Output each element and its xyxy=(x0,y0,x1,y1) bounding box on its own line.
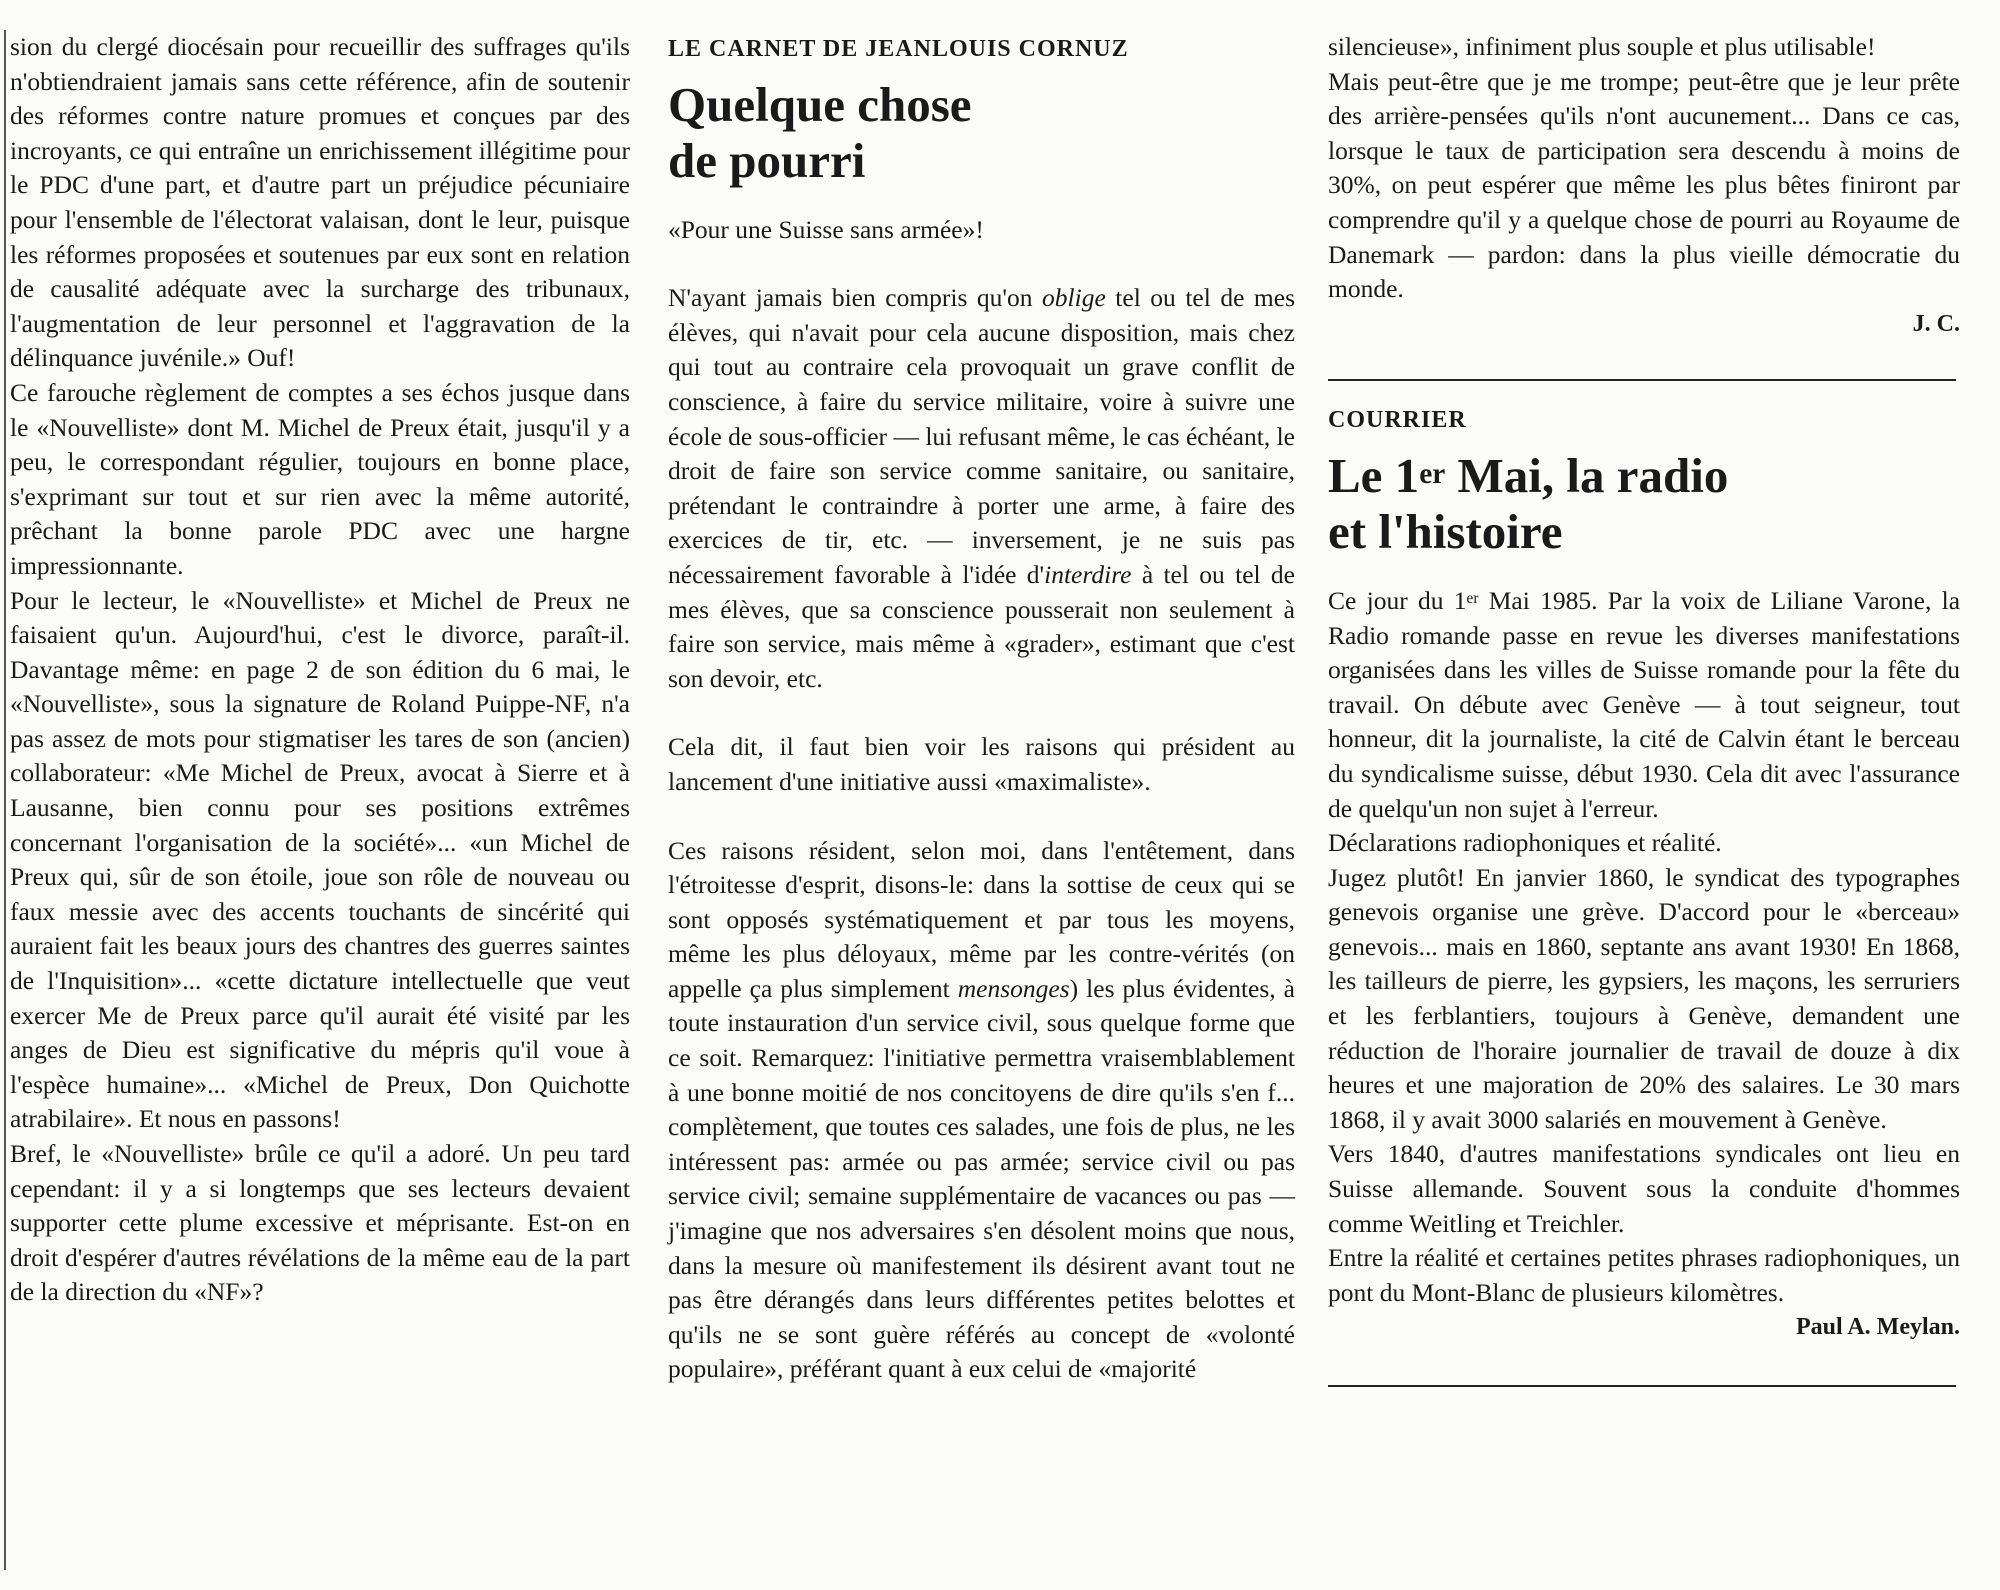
column-middle xyxy=(668,30,1295,1387)
superscript: er xyxy=(1466,589,1479,607)
emphasis: interdire xyxy=(1044,559,1132,589)
headline-line xyxy=(1328,448,1960,504)
article-headline xyxy=(1328,448,1960,560)
headline-line: Quelque chose xyxy=(668,76,972,132)
text-run: Ce jour du 1 xyxy=(1328,585,1467,615)
paragraph xyxy=(668,834,1295,1388)
paragraph: silencieuse», infiniment plus souple et plus utilisable! xyxy=(1328,32,1876,61)
article-headline xyxy=(668,77,1295,189)
rubric-label: LE CARNET DE JEANLOUIS CORNUZ xyxy=(668,36,1129,62)
text-run: à tel ou tel de mes élèves, que sa conscience pousserait non seulement à faire son service, mais même à «grader», estimant que c'est son devoir, etc. xyxy=(668,559,1295,693)
text-run: Ces raisons résident, selon moi, dans l'entêtement, dans l'étroitesse d'esprit, disons-le: dans la sottise de ceux qui se sont opposés systématiquement et par tous les moyens, même les plus déloyaux, même par les contre-vérités (on appelle ça plus simplement xyxy=(668,835,1295,1003)
text-run: Mai, la radio xyxy=(1445,447,1729,503)
emphasis: oblige xyxy=(1042,283,1106,313)
section-divider xyxy=(1328,379,1956,381)
paragraph xyxy=(668,281,1295,696)
article-lead: «Pour une Suisse sans armée»! xyxy=(668,214,984,244)
headline-line: de pourri xyxy=(668,132,866,188)
paragraph: Mais peut-être que je me trompe; peut-être que je leur prête des arrière-pensées qu'ils n'ont aucunement... Dans ce cas, lorsque le taux de participation sera descendu à moins de 30%, on peut espérer que même les plus bêtes finiront par comprendre qu'il y a quelque chose de pourri au Royaume de Danemark — pardon: dans la plus vieille démocratie du monde. xyxy=(1328,66,1960,304)
superscript: er xyxy=(1419,457,1446,490)
paragraph: Déclarations radiophoniques et réalité. xyxy=(1328,828,1722,858)
text-run: Mai 1985. Par la voix de Liliane Varone, la Radio romande passe en revue les diverses manifestations organisées dans les villes de Suisse romande pour la fête du travail. On débute avec Genève — à tout seigneur, tout honneur, dit la journaliste, la cité de Calvin étant le berceau du syndicalisme suisse, début 1930. Cela dit avec l'assurance de quelqu'un non sujet à l'erreur. xyxy=(1328,585,1961,823)
headline-line: et l'histoire xyxy=(1328,503,1563,559)
author-signature: Paul A. Meylan. xyxy=(1795,1314,1960,1341)
column-right xyxy=(1328,30,1960,1387)
paragraph: sion du clergé diocésain pour recueillir des suffrages qu'ils n'obtiendraient jamais sans cette référence, afin de soutenir des réformes contre nature promues et conçues par des incroyants, ce qui entraîne un enrichissement illégitime pour le PDC d'une part, et d'autre part un préjudice pécuniaire pour l'ensemble de l'électorat valaisan, dont le leur, puisque les réformes proposées et soutenues par eux sont en relation de causalité adéquate avec la surcharge des tribunaux, l'augmentation de leur personnel et l'aggravation de la délinquance juvénile.» Ouf! xyxy=(10,32,630,373)
paragraph: Bref, le «Nouvelliste» brûle ce qu'il a adoré. Un peu tard cependant: il y a si longtemps que ses lecteurs devaient supporter cette plume excessive et méprisante. Est-on en droit d'espérer d'autres révélations de la même eau de la part de la direction du «NF»? xyxy=(10,1139,630,1307)
rubric-label: COURRIER xyxy=(1328,407,1467,434)
column-left xyxy=(10,30,630,1310)
paragraph: Pour le lecteur, le «Nouvelliste» et Michel de Preux ne faisaient qu'un. Aujourd'hui, c'est le divorce, paraît-il. Davantage même: en page 2 de son édition du 6 mai, le «Nouvelliste», sous la signature de Roland Puippe-NF, n'a pas assez de mots pour stigmatiser les tares de son (ancien) collaborateur: «Me Michel de Preux, avocat à Sierre et à Lausanne, bien connu pour ses positions extrêmes concernant l'organisation de la société»... «un Michel de Preux qui, sûr de son étoile, joue son rôle de nouveau ou faux messie avec des accents touchants de sincérité qui auraient fait les beaux jours des chantres des guerres saintes de l'Inquisition»... «cette dictature intellectuelle que veut exercer Me de Preux parce qu'il aurait été visité par les anges de Dieu est significative du mépris qu'il voue à l'espèce humaine»... «Michel de Preux, Don Quichotte atrabilaire». Et nous en passons! xyxy=(10,585,630,1134)
emphasis: mensonges xyxy=(957,973,1070,1003)
author-signature: J. C. xyxy=(1912,310,1960,337)
paragraph: Entre la réalité et certaines petites phrases radiophoniques, un pont du Mont-Blanc de plusieurs kilomètres. xyxy=(1328,1243,1960,1307)
paragraph: Ce farouche règlement de comptes a ses échos jusque dans le «Nouvelliste» dont M. Michel de Preux était, jusqu'il y a peu, le correspondant régulier, toujours en bonne place, s'exprimant sur tout et sur rien avec la même autorité, prêchant la bonne parole PDC avec une hargne impressionnante. xyxy=(10,377,630,580)
text-run: Le 1 xyxy=(1328,447,1420,503)
text-run: tel ou tel de mes élèves, qui n'avait pour cela aucune disposition, mais chez qui tout au contraire cela provoquait un grave conflit de conscience, à faire du service militaire, voire à suivre une école de sous-officier — lui refusant même, le cas échéant, le droit de faire son service comme sanitaire, ou sanitaire, prétendant le contraindre à porter une arme, à faire des exercices de tir, etc. — inversement, je ne suis pas nécessairement favorable à l'idée d' xyxy=(668,283,1295,589)
text-run: N'ayant jamais bien compris qu'on xyxy=(668,283,1043,313)
page-edge-rule xyxy=(4,30,6,1570)
paragraph xyxy=(1328,584,1960,826)
paragraph: Cela dit, il faut bien voir les raisons qui président au lancement d'une initiative aussi «maximaliste». xyxy=(668,732,1295,796)
paragraph: Vers 1840, d'autres manifestations syndicales ont lieu en Suisse allemande. Souvent sous la conduite d'hommes comme Weitling et Treichler. xyxy=(1328,1139,1960,1238)
section-divider xyxy=(1328,1385,1956,1387)
paragraph: Jugez plutôt! En janvier 1860, le syndicat des typographes genevois organise une grève. D'accord pour le «berceau» genevois... mais en 1860, septante ans avant 1930! En 1868, les tailleurs de pierre, les gypsiers, les maçons, les serruriers et les ferblantiers, toujours à Genève, demandent une réduction de l'horaire journalier de travail de douze à dix heures et une majoration de 20% des salaires. Le 30 mars 1868, il y avait 3000 salariés en mouvement à Genève. xyxy=(1328,862,1960,1134)
text-run: ) les plus évidentes, à toute instauration d'un service civil, sous quelque forme que ce soit. Remarquez: l'initiative permettra vraisemblablement à une bonne moitié de nos concitoyens de dire qu'ils s'en f... complètement, que toutes ces salades, une fois de plus, ne les intéressent pas: armée ou pas armée; service civil ou pas service civil; semaine supplémentaire de vacances ou pas — j'imagine que nos adversaires s'en désolent moins que nous, dans la mesure où manifestement ils désirent avant tout ne pas être dérangés dans leurs différentes petites belottes et qu'ils ne se sont guère référés au concept de «volonté populaire», préférant quant à eux celui de «majorité xyxy=(668,973,1295,1384)
